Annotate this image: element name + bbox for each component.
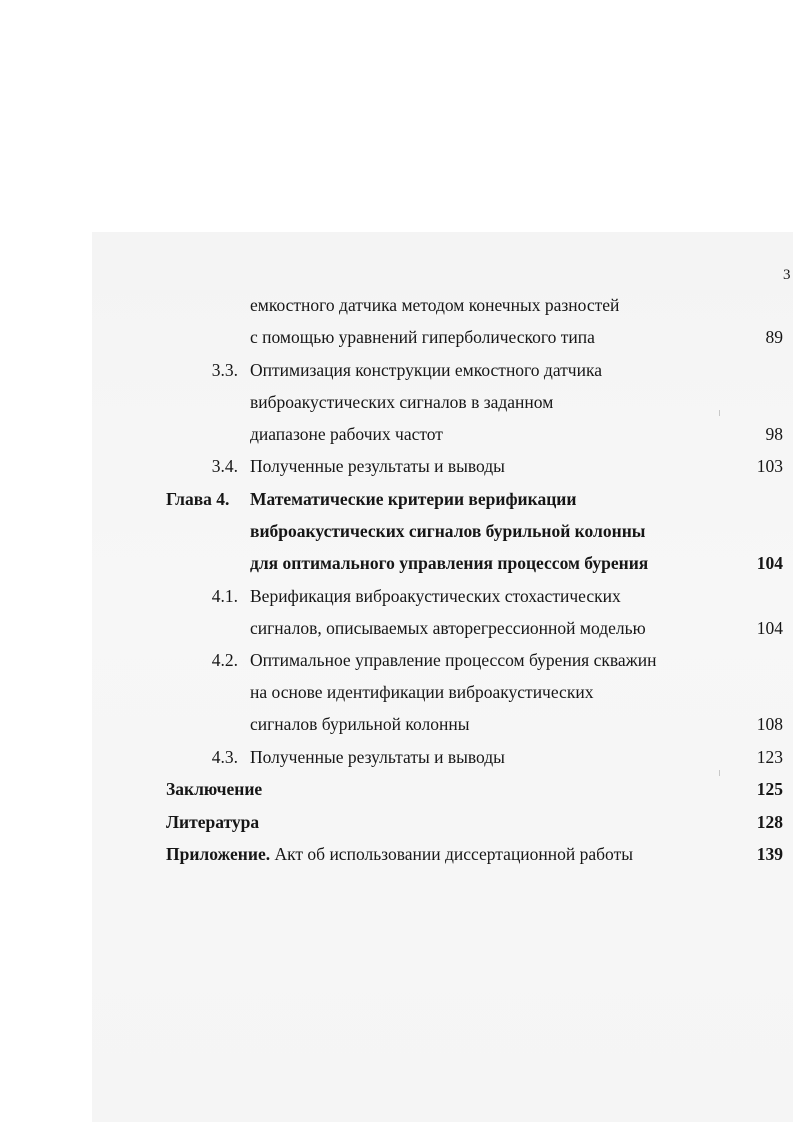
toc-line xyxy=(0,418,793,450)
toc-appendix-prefix: Приложение. xyxy=(166,844,271,864)
toc-entry-text: сигналов, описываемых авторегрессионной моделью xyxy=(250,618,646,638)
page-number: 3 xyxy=(783,267,791,283)
toc-section-number: 4.1. xyxy=(211,586,238,606)
toc-page-number: 103 xyxy=(756,456,783,476)
toc-appendix-title xyxy=(166,838,633,870)
toc-page-number: 98 xyxy=(765,424,783,444)
toc-line xyxy=(0,483,793,515)
toc-page-number: 123 xyxy=(756,747,783,767)
toc-page-number: 104 xyxy=(756,618,783,638)
toc-section-number: 4.3. xyxy=(211,747,238,767)
toc-chapter-title: для оптимального управления процессом бурения xyxy=(250,553,649,573)
toc-section-number: 4.2. xyxy=(211,650,238,670)
toc-entry-text: Полученные результаты и выводы xyxy=(250,456,505,476)
toc-literature-title: Литература xyxy=(166,812,260,832)
toc-conclusion-title: Заключение xyxy=(166,779,263,799)
toc-chapter-number: Глава 4. xyxy=(166,489,230,509)
toc-entry-text: диапазоне рабочих частот xyxy=(250,424,443,444)
toc-line xyxy=(0,515,793,547)
toc-line xyxy=(0,580,793,612)
toc-page-number: 139 xyxy=(756,844,783,864)
toc-line xyxy=(0,838,793,870)
toc-line xyxy=(0,676,793,708)
toc-chapter-title: виброакустических сигналов бурильной колонны xyxy=(250,521,646,541)
toc-section-number: 3.3. xyxy=(211,360,238,380)
toc-appendix-rest: Акт об использовании диссертационной работы xyxy=(270,844,633,864)
toc-entry-text: Оптимизация конструкции емкостного датчика xyxy=(250,360,602,380)
toc-entry-text: Оптимальное управление процессом бурения скважин xyxy=(250,650,657,670)
toc-line xyxy=(0,321,793,353)
toc-line xyxy=(0,708,793,740)
toc-line xyxy=(0,450,793,482)
toc-entry-text: Верификация виброакустических стохастических xyxy=(250,586,621,606)
toc-page-number: 108 xyxy=(756,714,783,734)
toc-line xyxy=(0,547,793,579)
toc-entry-text: сигналов бурильной колонны xyxy=(250,714,470,734)
toc-entry-text: с помощью уравнений гиперболического типа xyxy=(250,327,595,347)
toc-line xyxy=(0,741,793,773)
toc-line xyxy=(0,354,793,386)
toc-entry-text: Полученные результаты и выводы xyxy=(250,747,505,767)
scan-speck xyxy=(719,410,720,416)
toc-page-number: 125 xyxy=(756,779,783,799)
toc-entry-text: емкостного датчика методом конечных разностей xyxy=(250,295,620,315)
toc-line xyxy=(0,644,793,676)
toc-line xyxy=(0,773,793,805)
toc-line xyxy=(0,612,793,644)
scan-speck xyxy=(719,770,720,776)
toc-line xyxy=(0,289,793,321)
toc-entry-text: на основе идентификации виброакустических xyxy=(250,682,594,702)
toc-page-number: 128 xyxy=(756,812,783,832)
toc-page-number: 104 xyxy=(756,553,783,573)
toc-line xyxy=(0,806,793,838)
toc-page-number: 89 xyxy=(765,327,783,347)
toc-chapter-title: Математические критерии верификации xyxy=(250,489,577,509)
toc-section-number: 3.4. xyxy=(211,456,238,476)
toc-entry-text: виброакустических сигналов в заданном xyxy=(250,392,554,412)
toc-line xyxy=(0,386,793,418)
